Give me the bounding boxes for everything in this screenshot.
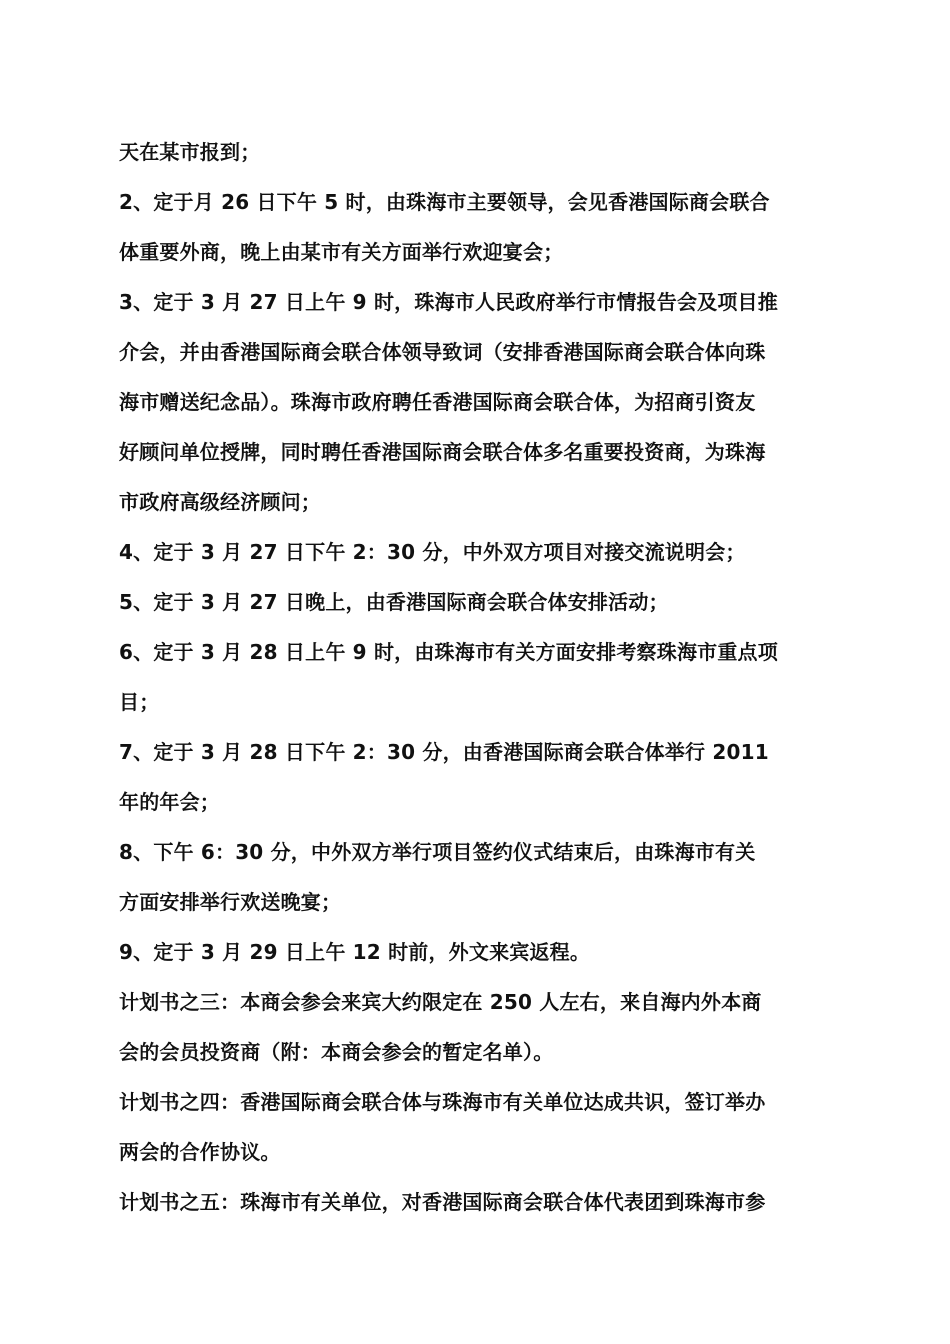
text-line: 介会，并由香港国际商会联合体领导致词（安排香港国际商会联合体向珠: [119, 340, 766, 364]
text-line: 计划书之四：香港国际商会联合体与珠海市有关单位达成共识，签订举办: [119, 1090, 766, 1114]
text-line: 8、下午 6：30 分，中外双方举行项目签约仪式结束后，由珠海市有关: [119, 840, 756, 864]
paragraph-item-3: [119, 277, 835, 527]
paragraph-item-6: [119, 627, 835, 727]
paragraph-item-5: [119, 577, 835, 627]
text-line: 目；: [119, 690, 160, 714]
text-line: 年的年会；: [119, 790, 220, 814]
paragraph-item-9: [119, 927, 835, 977]
text-line: 7、定于 3 月 28 日下午 2：30 分，由香港国际商会联合体举行 2011: [119, 740, 769, 764]
text-line: 方面安排举行欢送晚宴；: [119, 890, 342, 914]
text-line: 计划书之五：珠海市有关单位，对香港国际商会联合体代表团到珠海市参: [119, 1190, 766, 1214]
paragraph-item-8: [119, 827, 835, 927]
text-line: 5、定于 3 月 27 日晚上，由香港国际商会联合体安排活动；: [119, 590, 669, 614]
text-line: 天在某市报到；: [119, 140, 261, 164]
paragraph-plan-5: [119, 1177, 835, 1227]
text-line: 计划书之三：本商会参会来宾大约限定在 250 人左右，来自海内外本商: [119, 990, 762, 1014]
text-line: 9、定于 3 月 29 日上午 12 时前，外文来宾返程。: [119, 940, 591, 964]
paragraph-item-2: [119, 177, 835, 277]
text-line: 市政府高级经济顾问；: [119, 490, 321, 514]
paragraph-plan-3: [119, 977, 835, 1077]
text-line: 会的会员投资商（附：本商会参会的暂定名单）。: [119, 1040, 554, 1064]
text-line: 好顾问单位授牌，同时聘任香港国际商会联合体多名重要投资商，为珠海: [119, 440, 766, 464]
text-line: 6、定于 3 月 28 日上午 9 时，由珠海市有关方面安排考察珠海市重点项: [119, 640, 778, 664]
document-body: [119, 127, 835, 1227]
text-line: 2、定于月 26 日下午 5 时，由珠海市主要领导，会见香港国际商会联合: [119, 190, 770, 214]
paragraph-item-4: [119, 527, 835, 577]
paragraph-registration: [119, 127, 835, 177]
text-line: 4、定于 3 月 27 日下午 2：30 分，中外双方项目对接交流说明会；: [119, 540, 746, 564]
text-line: 3、定于 3 月 27 日上午 9 时，珠海市人民政府举行市情报告会及项目推: [119, 290, 778, 314]
text-line: 两会的合作协议。: [119, 1140, 281, 1164]
text-line: 海市赠送纪念品）。珠海市政府聘任香港国际商会联合体，为招商引资友: [119, 390, 756, 414]
paragraph-plan-4: [119, 1077, 835, 1177]
paragraph-item-7: [119, 727, 835, 827]
text-line: 体重要外商，晚上由某市有关方面举行欢迎宴会；: [119, 240, 564, 264]
